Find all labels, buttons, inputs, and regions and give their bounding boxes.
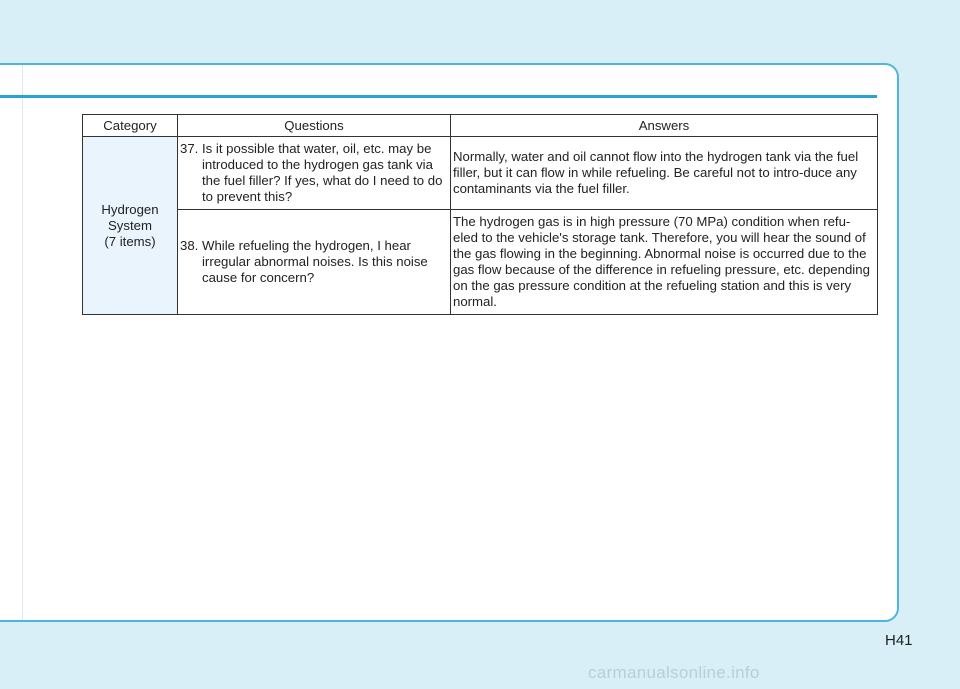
qa-table [82, 114, 878, 315]
answer-cell [451, 210, 878, 315]
answer-text: Normally, water and oil cannot flow into the hydrogen tank via the fuel filler, but it can flow in while refueling. Be careful not to intro-duce any contaminants via the fuel filler. [453, 149, 859, 196]
watermark: carmanualsonline.info [588, 663, 760, 682]
header-category: Category [83, 115, 178, 137]
question-cell [178, 137, 451, 210]
header-questions: Questions [178, 115, 451, 137]
category-cell [83, 137, 178, 315]
manual-page [0, 63, 899, 622]
answer-cell [451, 137, 878, 210]
page-number: H41 [885, 632, 913, 649]
category-line: (7 items) [104, 233, 156, 249]
question-cell [178, 210, 451, 315]
question-number: 37. [180, 141, 199, 156]
question-number: 38. [180, 238, 199, 253]
table-header-row [83, 115, 878, 137]
question-text: While refueling the hydrogen, I hear irregular abnormal noises. Is this noise cause for concern? [202, 238, 428, 285]
header-rule [0, 95, 877, 98]
category-line: System [108, 217, 152, 233]
margin-guide-line [22, 65, 23, 620]
question-text: Is it possible that water, oil, etc. may be introduced to the hydrogen gas tank via the fuel filler? If yes, what do I need to do to prevent this? [202, 141, 443, 204]
category-line: Hydrogen [101, 201, 159, 217]
table-row [83, 210, 878, 315]
header-answers: Answers [451, 115, 878, 137]
answer-text: The hydrogen gas is in high pressure (70 MPa) condition when refu-eled to the vehicle's storage tank. Therefore, you will hear the sound of the gas flowing in the beginning. Abnormal noise is occurred due to the gas flow because of the difference in refueling pressure, etc. depending on the gas pressure condition at the refueling station and this is very normal. [453, 214, 870, 309]
table-row [83, 137, 878, 210]
